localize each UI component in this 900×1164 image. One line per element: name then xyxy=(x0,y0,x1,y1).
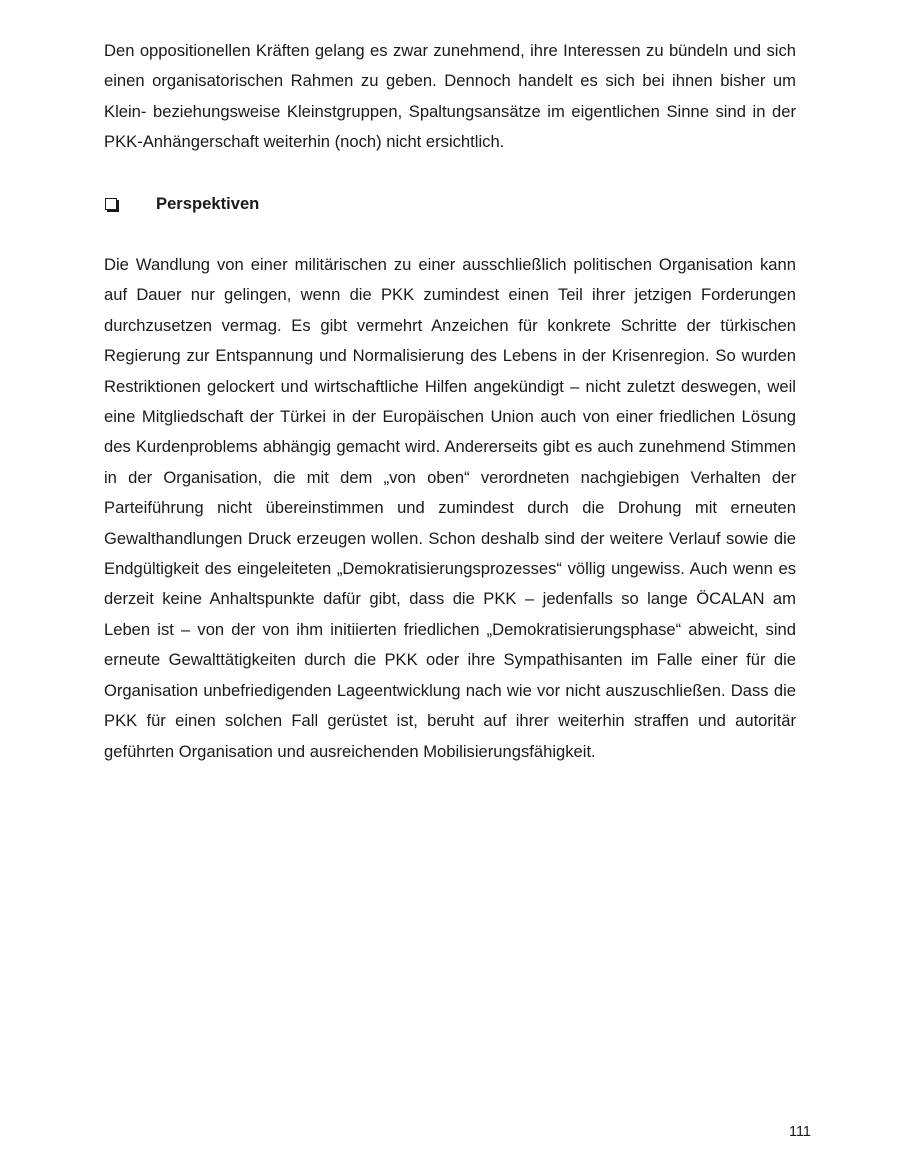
section-heading-text: Perspektiven xyxy=(156,194,260,213)
section-heading xyxy=(104,189,259,219)
checkbox-icon xyxy=(105,198,117,210)
page-number: 111 xyxy=(788,1124,811,1140)
paragraph-perspectives: Die Wandlung von einer militärischen zu einer ausschließlich politischen Organisation kann auf Dauer nur gelingen, wenn die PKK zumindest einen Teil ihrer jetzigen Forderungen durchzusetzen vermag. Es gibt vermehrt Anzeichen für konkrete Schritte der türkischen Regierung zur Entspannung und Normalisierung des Lebens in der Krisenregion. So wurden Restriktionen gelockert und wirtschaftliche Hilfen angekündigt – nicht zuletzt deswegen, weil eine Mitgliedschaft der Türkei in der Europäischen Union auch von einer friedlichen Lösung des Kurdenproblems abhängig gemacht wird. Andererseits gibt es auch zunehmend Stimmen in der Organisation, die mit dem „von oben“ verordneten nachgiebigen Verhalten der Parteiführung nicht übereinstimmen und zumindest durch die Drohung mit erneuten Gewalthandlungen Druck erzeugen wollen. Schon deshalb sind der weitere Verlauf sowie die Endgültigkeit des eingeleiteten „Demokratisierungsprozesses“ völlig ungewiss. Auch wenn es derzeit keine Anhaltspunkte dafür gibt, dass die PKK – jedenfalls so lange ÖCALAN am Leben ist – von der von ihm initiierten friedlichen „Demokratisierungsphase“ abweicht, sind erneute Gewalttätigkeiten durch die PKK oder ihre Sympathisanten im Falle einer für die Organisation unbefriedigenden Lageentwicklung nach wie vor nicht auszuschließen. Dass die PKK für einen solchen Fall gerüstet ist, beruht auf ihrer weiterhin straffen und autoritär geführten Organisation und ausreichenden Mobilisierungsfähigkeit. xyxy=(104,255,796,761)
paragraph-opposition: Den oppositionellen Kräften gelang es zwar zunehmend, ihre Interessen zu bündeln und sich einen organisatorischen Rahmen zu geben. Dennoch handelt es sich bei ihnen bisher um Klein- beziehungsweise Kleinstgruppen, Spaltungsansätze im eigentlichen Sinne sind in der PKK-Anhängerschaft weiterhin (noch) nicht ersichtlich. xyxy=(104,41,796,152)
